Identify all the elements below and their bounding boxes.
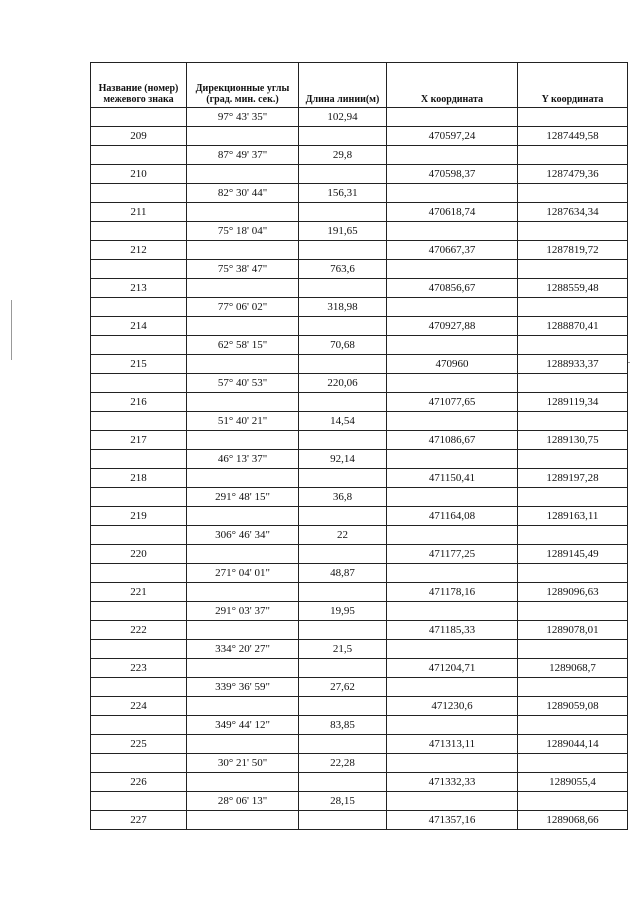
line-length-cell (299, 393, 387, 412)
y-coordinate-cell (518, 488, 628, 507)
y-coordinate-cell: 1288559,48 (518, 279, 628, 298)
y-coordinate-cell (518, 108, 628, 127)
line-length-cell (299, 583, 387, 602)
x-coordinate-cell: 471164,08 (387, 507, 518, 526)
boundary-coordinates-table (90, 62, 628, 830)
x-coordinate-cell (387, 184, 518, 203)
marker-name-cell: 222 (91, 621, 187, 640)
line-length-cell (299, 317, 387, 336)
table-row-point (91, 583, 628, 602)
x-coordinate-cell: 471204,71 (387, 659, 518, 678)
y-coordinate-cell: 1289145,49 (518, 545, 628, 564)
table-row-point (91, 735, 628, 754)
x-coordinate-cell (387, 260, 518, 279)
x-coordinate-cell: 471230,6 (387, 697, 518, 716)
table-row-point (91, 203, 628, 222)
x-coordinate-cell (387, 716, 518, 735)
table-row-point (91, 773, 628, 792)
marker-name-cell: 211 (91, 203, 187, 222)
table-row-segment (91, 336, 628, 355)
x-coordinate-cell: 471357,16 (387, 811, 518, 830)
table-body (91, 108, 628, 830)
table-row-segment (91, 184, 628, 203)
x-coordinate-cell (387, 564, 518, 583)
line-length-cell (299, 697, 387, 716)
line-length-cell (299, 241, 387, 260)
direction-angle-cell (187, 507, 299, 526)
direction-angle-cell: 62° 58' 15" (187, 336, 299, 355)
marker-name-cell: 219 (91, 507, 187, 526)
x-coordinate-cell (387, 640, 518, 659)
marker-name-cell (91, 792, 187, 811)
x-coordinate-cell (387, 526, 518, 545)
x-coordinate-cell (387, 792, 518, 811)
table-row-segment (91, 602, 628, 621)
line-length-cell (299, 545, 387, 564)
marker-name-cell: 218 (91, 469, 187, 488)
table-row-segment (91, 412, 628, 431)
direction-angle-cell: 75° 18' 04" (187, 222, 299, 241)
y-coordinate-cell (518, 298, 628, 317)
marker-name-cell (91, 640, 187, 659)
y-coordinate-cell: 1289059,08 (518, 697, 628, 716)
y-coordinate-cell (518, 374, 628, 393)
table-row-point (91, 469, 628, 488)
x-coordinate-cell: 470597,24 (387, 127, 518, 146)
line-length-cell (299, 659, 387, 678)
y-coordinate-cell: 1289055,4 (518, 773, 628, 792)
header-y-coordinate: Y координата (518, 63, 628, 108)
x-coordinate-cell (387, 754, 518, 773)
y-coordinate-cell: 1288933,37 (518, 355, 628, 374)
y-coordinate-cell: 1288870,41 (518, 317, 628, 336)
y-coordinate-cell: 1289163,11 (518, 507, 628, 526)
direction-angle-cell (187, 659, 299, 678)
table-row-point (91, 507, 628, 526)
y-coordinate-cell (518, 564, 628, 583)
line-length-cell: 36,8 (299, 488, 387, 507)
direction-angle-cell: 271° 04' 01" (187, 564, 299, 583)
marker-name-cell: 215 (91, 355, 187, 374)
marker-name-cell: 209 (91, 127, 187, 146)
table-row-segment (91, 260, 628, 279)
x-coordinate-cell: 471185,33 (387, 621, 518, 640)
x-coordinate-cell (387, 298, 518, 317)
line-length-cell (299, 355, 387, 374)
direction-angle-cell: 75° 38' 47" (187, 260, 299, 279)
table-header-row (91, 63, 628, 108)
line-length-cell: 763,6 (299, 260, 387, 279)
table-row-segment (91, 754, 628, 773)
y-coordinate-cell (518, 640, 628, 659)
line-length-cell (299, 431, 387, 450)
marker-name-cell (91, 526, 187, 545)
direction-angle-cell (187, 735, 299, 754)
line-length-cell (299, 165, 387, 184)
y-coordinate-cell (518, 792, 628, 811)
y-coordinate-cell: 1289068,66 (518, 811, 628, 830)
marker-name-cell (91, 488, 187, 507)
line-length-cell (299, 811, 387, 830)
table-row-point (91, 355, 628, 374)
table-row-point (91, 431, 628, 450)
table-row-point (91, 127, 628, 146)
line-length-cell (299, 469, 387, 488)
marker-name-cell (91, 108, 187, 127)
x-coordinate-cell: 470618,74 (387, 203, 518, 222)
x-coordinate-cell: 471086,67 (387, 431, 518, 450)
y-coordinate-cell (518, 412, 628, 431)
marker-name-cell: 221 (91, 583, 187, 602)
marker-name-cell (91, 146, 187, 165)
marker-name-cell: 213 (91, 279, 187, 298)
x-coordinate-cell (387, 222, 518, 241)
y-coordinate-cell (518, 526, 628, 545)
marker-name-cell: 223 (91, 659, 187, 678)
line-length-cell: 318,98 (299, 298, 387, 317)
x-coordinate-cell: 470927,88 (387, 317, 518, 336)
marker-name-cell: 224 (91, 697, 187, 716)
line-length-cell: 92,14 (299, 450, 387, 469)
marker-name-cell (91, 754, 187, 773)
table-row-segment (91, 564, 628, 583)
direction-angle-cell (187, 203, 299, 222)
x-coordinate-cell: 470667,37 (387, 241, 518, 260)
direction-angle-cell: 306° 46' 34" (187, 526, 299, 545)
table-row-segment (91, 488, 628, 507)
table-row-point (91, 393, 628, 412)
x-coordinate-cell (387, 412, 518, 431)
direction-angle-cell: 46° 13' 37" (187, 450, 299, 469)
x-coordinate-cell: 471332,33 (387, 773, 518, 792)
line-length-cell: 48,87 (299, 564, 387, 583)
direction-angle-cell: 30° 21' 50" (187, 754, 299, 773)
line-length-cell: 70,68 (299, 336, 387, 355)
y-coordinate-cell: 1287449,58 (518, 127, 628, 146)
y-coordinate-cell: 1289078,01 (518, 621, 628, 640)
y-coordinate-cell (518, 146, 628, 165)
marker-name-cell (91, 716, 187, 735)
table-row-point (91, 317, 628, 336)
x-coordinate-cell (387, 678, 518, 697)
y-coordinate-cell: 1289130,75 (518, 431, 628, 450)
x-coordinate-cell (387, 488, 518, 507)
table-row-point (91, 279, 628, 298)
direction-angle-cell (187, 317, 299, 336)
marker-name-cell (91, 450, 187, 469)
direction-angle-cell (187, 355, 299, 374)
direction-angle-cell: 82° 30' 44" (187, 184, 299, 203)
x-coordinate-cell (387, 602, 518, 621)
table-row-segment (91, 108, 628, 127)
x-coordinate-cell: 470960 (387, 355, 518, 374)
x-coordinate-cell: 471077,65 (387, 393, 518, 412)
marker-name-cell: 214 (91, 317, 187, 336)
direction-angle-cell: 28° 06' 13" (187, 792, 299, 811)
y-coordinate-cell: 1289197,28 (518, 469, 628, 488)
direction-angle-cell (187, 241, 299, 260)
y-coordinate-cell (518, 450, 628, 469)
table-row-segment (91, 792, 628, 811)
x-coordinate-cell: 471150,41 (387, 469, 518, 488)
direction-angle-cell (187, 545, 299, 564)
direction-angle-cell: 349° 44' 12" (187, 716, 299, 735)
line-length-cell: 191,65 (299, 222, 387, 241)
marker-name-cell (91, 336, 187, 355)
y-coordinate-cell (518, 336, 628, 355)
line-length-cell (299, 773, 387, 792)
line-length-cell (299, 621, 387, 640)
x-coordinate-cell: 471177,25 (387, 545, 518, 564)
y-coordinate-cell: 1289119,34 (518, 393, 628, 412)
table-row-point (91, 811, 628, 830)
table-row-segment (91, 298, 628, 317)
marker-name-cell (91, 260, 187, 279)
direction-angle-cell (187, 469, 299, 488)
header-x-coordinate: X координата (387, 63, 518, 108)
marker-name-cell (91, 564, 187, 583)
line-length-cell (299, 279, 387, 298)
table-row-segment (91, 450, 628, 469)
marker-name-cell (91, 412, 187, 431)
direction-angle-cell (187, 165, 299, 184)
direction-angle-cell (187, 583, 299, 602)
scan-artifact (11, 300, 12, 360)
table-row-segment (91, 222, 628, 241)
table-row-point (91, 659, 628, 678)
marker-name-cell (91, 184, 187, 203)
marker-name-cell: 216 (91, 393, 187, 412)
marker-name-cell (91, 374, 187, 393)
line-length-cell: 27,62 (299, 678, 387, 697)
line-length-cell (299, 127, 387, 146)
marker-name-cell: 220 (91, 545, 187, 564)
y-coordinate-cell (518, 754, 628, 773)
line-length-cell: 14,54 (299, 412, 387, 431)
line-length-cell: 29,8 (299, 146, 387, 165)
marker-name-cell: 217 (91, 431, 187, 450)
marker-name-cell (91, 222, 187, 241)
marker-name-cell (91, 602, 187, 621)
direction-angle-cell: 291° 03' 37" (187, 602, 299, 621)
direction-angle-cell: 97° 43' 35" (187, 108, 299, 127)
x-coordinate-cell (387, 374, 518, 393)
header-line-length: Длина линии(м) (299, 63, 387, 108)
header-direction-angle: Дирекционные углы (град. мин. сек.) (187, 63, 299, 108)
y-coordinate-cell: 1289096,63 (518, 583, 628, 602)
direction-angle-cell: 334° 20' 27" (187, 640, 299, 659)
marker-name-cell: 227 (91, 811, 187, 830)
direction-angle-cell: 77° 06' 02" (187, 298, 299, 317)
y-coordinate-cell: 1289068,7 (518, 659, 628, 678)
direction-angle-cell (187, 431, 299, 450)
y-coordinate-cell: 1287479,36 (518, 165, 628, 184)
direction-angle-cell (187, 811, 299, 830)
y-coordinate-cell: 1287634,34 (518, 203, 628, 222)
direction-angle-cell (187, 393, 299, 412)
direction-angle-cell: 57° 40' 53" (187, 374, 299, 393)
marker-name-cell (91, 678, 187, 697)
direction-angle-cell: 87° 49' 37" (187, 146, 299, 165)
table-row-segment (91, 678, 628, 697)
y-coordinate-cell (518, 222, 628, 241)
table-row-point (91, 165, 628, 184)
table-row-segment (91, 526, 628, 545)
line-length-cell: 21,5 (299, 640, 387, 659)
header-marker-name: Название (номер) межевого знака (91, 63, 187, 108)
x-coordinate-cell (387, 450, 518, 469)
table-row-segment (91, 374, 628, 393)
y-coordinate-cell (518, 602, 628, 621)
line-length-cell: 22,28 (299, 754, 387, 773)
direction-angle-cell (187, 773, 299, 792)
line-length-cell: 220,06 (299, 374, 387, 393)
direction-angle-cell (187, 127, 299, 146)
line-length-cell: 83,85 (299, 716, 387, 735)
direction-angle-cell: 291° 48' 15" (187, 488, 299, 507)
scan-artifact (628, 362, 630, 363)
marker-name-cell: 210 (91, 165, 187, 184)
y-coordinate-cell: 1289044,14 (518, 735, 628, 754)
y-coordinate-cell: 1287819,72 (518, 241, 628, 260)
marker-name-cell: 212 (91, 241, 187, 260)
line-length-cell: 28,15 (299, 792, 387, 811)
x-coordinate-cell (387, 108, 518, 127)
line-length-cell: 19,95 (299, 602, 387, 621)
line-length-cell: 156,31 (299, 184, 387, 203)
x-coordinate-cell (387, 146, 518, 165)
line-length-cell (299, 735, 387, 754)
marker-name-cell: 225 (91, 735, 187, 754)
table-row-segment (91, 146, 628, 165)
y-coordinate-cell (518, 260, 628, 279)
x-coordinate-cell: 471313,11 (387, 735, 518, 754)
line-length-cell: 102,94 (299, 108, 387, 127)
table-row-segment (91, 716, 628, 735)
table-row-point (91, 545, 628, 564)
direction-angle-cell: 51° 40' 21" (187, 412, 299, 431)
direction-angle-cell (187, 697, 299, 716)
line-length-cell: 22 (299, 526, 387, 545)
line-length-cell (299, 507, 387, 526)
line-length-cell (299, 203, 387, 222)
table-row-segment (91, 640, 628, 659)
table-row-point (91, 621, 628, 640)
x-coordinate-cell: 470598,37 (387, 165, 518, 184)
x-coordinate-cell (387, 336, 518, 355)
direction-angle-cell (187, 621, 299, 640)
x-coordinate-cell: 470856,67 (387, 279, 518, 298)
y-coordinate-cell (518, 678, 628, 697)
table-row-point (91, 697, 628, 716)
marker-name-cell (91, 298, 187, 317)
y-coordinate-cell (518, 184, 628, 203)
marker-name-cell: 226 (91, 773, 187, 792)
table-row-point (91, 241, 628, 260)
x-coordinate-cell: 471178,16 (387, 583, 518, 602)
direction-angle-cell: 339° 36' 59" (187, 678, 299, 697)
direction-angle-cell (187, 279, 299, 298)
y-coordinate-cell (518, 716, 628, 735)
